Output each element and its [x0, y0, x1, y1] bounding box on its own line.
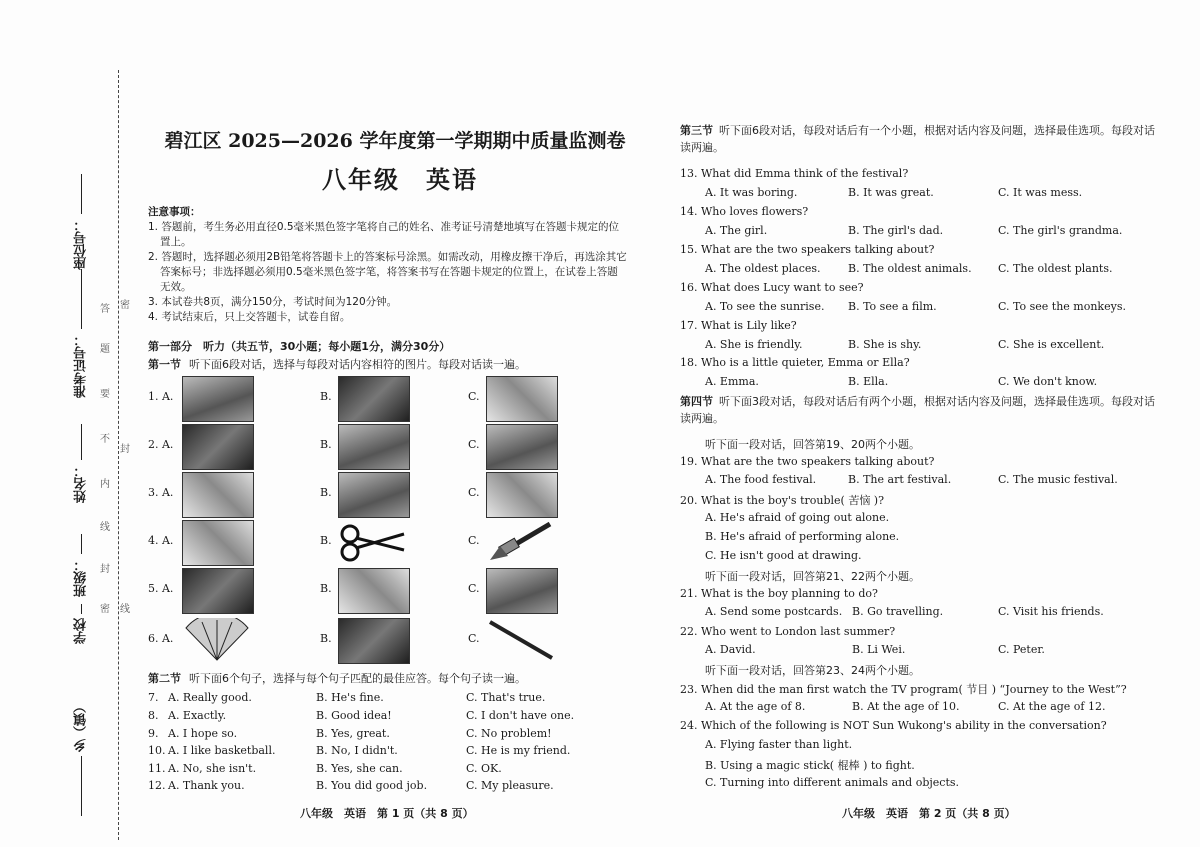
picture-option-c [486, 424, 558, 470]
picture-question-2 [148, 424, 568, 470]
option-b: B. He's afraid of performing alone. [705, 530, 900, 543]
picture-option-a [182, 568, 254, 614]
option-c: C. At the age of 12. [998, 700, 1106, 713]
option-a: A. Exactly. [168, 709, 227, 722]
flute-icon [486, 618, 556, 662]
dialogue-instruction: 听下面一段对话，回答第23、24两个小题。 [705, 664, 920, 677]
question-row [148, 691, 588, 707]
option-b: B. The oldest animals. [848, 262, 972, 275]
option-c: C. No problem! [466, 727, 552, 740]
no-answer-char: 答 [100, 304, 110, 315]
picture-option-a [182, 520, 254, 566]
option-a: A. I hope so. [168, 727, 238, 740]
option-c: C. The girl's grandma. [998, 224, 1123, 237]
section4-text: 听下面3段对话，每段对话后有两个小题，根据对话内容及问题，选择最佳选项。每段对话读两遍。 [680, 395, 1155, 425]
option-c: C. I don't have one. [466, 709, 575, 722]
note-item: 2. 答题时，选择题必须用2B铅笔将答题卡上的答案标号涂黑。如需改动，用橡皮擦干净后，再选涂其它答案标号；非选择题必须用0.5毫米黑色签字笔，将答案书写在答题卡规定的位置上，在试卷上答题无效。 [148, 251, 627, 293]
pic-c-label: C. [468, 534, 480, 547]
option-c: C. Peter. [998, 643, 1045, 656]
option-a: A. I like basketball. [168, 744, 276, 757]
pic-q-number: 4. A. [148, 534, 174, 547]
question-18: 18. Who is a little quieter, Emma or Ella? [680, 356, 910, 369]
question-number: 7. [148, 691, 159, 704]
question-row [148, 779, 588, 795]
section3-text: 听下面6段对话，每段对话后有一个小题，根据对话内容及问题，选择最佳选项。每段对话读两遍。 [680, 124, 1155, 154]
town-field [72, 700, 91, 820]
picture-option-b [338, 472, 410, 518]
question-23: 23. When did the man first watch the TV program( 节目 ) “Journey to the West”? [680, 683, 1127, 696]
name-label: 姓名： [74, 464, 89, 503]
question-24: 24. Which of the following is NOT Sun Wukong's ability in the conversation? [680, 719, 1107, 732]
pic-c-label: C. [468, 390, 480, 403]
option-a: A. The food festival. [705, 473, 817, 486]
option-a: A. David. [705, 643, 756, 656]
class-label: 班级： [74, 558, 89, 597]
notes-section [148, 205, 628, 325]
note-item: 3. 本试卷共8页，满分150分，考试时间为120分钟。 [148, 296, 398, 308]
question-17: 17. What is Lily like? [680, 319, 797, 332]
scissors-icon [338, 520, 408, 564]
option-c: C. My pleasure. [466, 779, 554, 792]
question-number: 10. [148, 744, 166, 757]
option-a: A. Thank you. [168, 779, 245, 792]
question-row [148, 744, 588, 760]
pic-q-number: 2. A. [148, 438, 174, 451]
option-b: B. Using a magic stick( 棍棒 ) to fight. [705, 759, 915, 772]
seat-number-field [72, 170, 91, 270]
picture-question-6 [148, 618, 568, 664]
picture-question-1 [148, 376, 568, 422]
option-c: C. That's true. [466, 691, 546, 704]
section2-label: 第二节 [148, 672, 181, 685]
seal-char: 密 [120, 300, 130, 311]
question-22: 22. Who went to London last summer? [680, 625, 896, 638]
option-b: B. Good idea! [316, 709, 392, 722]
pic-q-number: 6. A. [148, 632, 174, 645]
section1-text: 听下面6段对话，选择与每段对话内容相符的图片。每段对话读一遍。 [189, 358, 526, 371]
question-13: 13. What did Emma think of the festival? [680, 167, 909, 180]
picture-option-c [486, 568, 558, 614]
picture-option-c [486, 376, 558, 422]
section1-heading [148, 356, 628, 372]
section3-label: 第三节 [680, 124, 713, 137]
note-item: 4. 考试结束后，只上交答题卡，试卷自留。 [148, 311, 351, 323]
name-field [72, 420, 91, 503]
option-c: C. Turning into different animals and objects. [705, 776, 960, 789]
school-field [72, 600, 91, 644]
no-answer-char: 封 [100, 564, 110, 575]
exam-subject: 八年级 英语 [322, 165, 478, 194]
question-number: 12. [148, 779, 166, 792]
question-16: 16. What does Lucy want to see? [680, 281, 864, 294]
section4-label: 第四节 [680, 395, 713, 408]
section1-label: 第一节 [148, 358, 181, 371]
no-answer-char: 要 [100, 389, 110, 400]
question-19: 19. What are the two speakers talking about? [680, 455, 935, 468]
option-a: A. Emma. [705, 375, 759, 388]
option-c: C. To see the monkeys. [998, 300, 1126, 313]
option-a: A. The oldest places. [705, 262, 821, 275]
option-a: A. No, she isn't. [168, 762, 257, 775]
picture-question-3 [148, 472, 568, 518]
picture-option-b [338, 568, 410, 614]
pic-c-label: C. [468, 438, 480, 451]
pic-b-label: B. [320, 390, 332, 403]
option-b: B. No, I didn't. [316, 744, 398, 757]
class-field [72, 530, 91, 597]
seal-char: 封 [120, 444, 130, 455]
picture-option-a [182, 472, 254, 518]
pic-b-label: B. [320, 582, 332, 595]
picture-option-b [338, 376, 410, 422]
footer-page-1: 八年级 英语 第 1 页（共 8 页） [300, 807, 474, 820]
town-label: 乡（镇） [74, 700, 89, 752]
picture-option-b [338, 424, 410, 470]
question-15: 15. What are the two speakers talking about? [680, 243, 935, 256]
pic-c-label: C. [468, 486, 480, 499]
question-row [148, 762, 588, 778]
pic-b-label: B. [320, 632, 332, 645]
question-row [148, 727, 588, 743]
option-b: B. To see a film. [848, 300, 937, 313]
option-a: A. He's afraid of going out alone. [705, 511, 890, 524]
option-b: B. Yes, she can. [316, 762, 403, 775]
binding-margin [0, 0, 128, 847]
paintbrush-icon [486, 520, 556, 564]
pic-q-number: 1. A. [148, 390, 174, 403]
question-number: 11. [148, 762, 166, 775]
exam-title: 碧江区 2025—2026 学年度第一学期期中质量监测卷 [164, 130, 626, 152]
pic-c-label: C. [468, 632, 480, 645]
option-a: A. Send some postcards. [705, 605, 843, 618]
question-14: 14. Who loves flowers? [680, 205, 809, 218]
no-answer-char: 不 [100, 434, 110, 445]
picture-option-c [486, 472, 558, 518]
picture-option-a [182, 424, 254, 470]
option-b: B. The art festival. [848, 473, 952, 486]
picture-question-5 [148, 568, 568, 614]
exam-id-label: 准考证号： [74, 333, 89, 398]
section3-heading [680, 122, 1160, 156]
option-b: B. He's fine. [316, 691, 384, 704]
question-row [148, 709, 588, 725]
section2-heading [148, 670, 628, 686]
option-c: C. It was mess. [998, 186, 1083, 199]
no-answer-char: 题 [100, 344, 110, 355]
pic-b-label: B. [320, 486, 332, 499]
picture-option-b [338, 618, 410, 664]
option-b: B. At the age of 10. [852, 700, 960, 713]
picture-question-4 [148, 520, 568, 566]
folding-fan-icon [182, 618, 252, 662]
question-20: 20. What is the boy's trouble( 苦恼 )? [680, 494, 884, 507]
no-answer-char: 密 [100, 604, 110, 615]
option-c: C. The oldest plants. [998, 262, 1113, 275]
option-b: B. Go travelling. [852, 605, 944, 618]
option-b: B. The girl's dad. [848, 224, 944, 237]
no-answer-char: 内 [100, 479, 110, 490]
exam-id-field [72, 265, 91, 398]
option-a: A. It was boring. [705, 186, 798, 199]
seat-number-label: 座位号： [74, 218, 89, 270]
school-label: 学校 [74, 618, 89, 644]
option-c: C. We don't know. [998, 375, 1098, 388]
option-a: A. To see the sunrise. [705, 300, 825, 313]
pic-b-label: B. [320, 438, 332, 451]
option-a: A. The girl. [705, 224, 768, 237]
no-answer-char: 线 [100, 522, 110, 533]
pic-b-label: B. [320, 534, 332, 547]
pic-q-number: 5. A. [148, 582, 174, 595]
option-c: C. He isn't good at drawing. [705, 549, 862, 562]
option-c: C. Visit his friends. [998, 605, 1104, 618]
footer-page-2: 八年级 英语 第 2 页（共 8 页） [842, 807, 1016, 820]
option-b: B. Ella. [848, 375, 889, 388]
picture-option-a [182, 376, 254, 422]
option-a: A. She is friendly. [705, 338, 803, 351]
section2-text: 听下面6个句子，选择与每个句子匹配的最佳应答。每个句子读一遍。 [189, 672, 526, 685]
option-c: C. He is my friend. [466, 744, 571, 757]
option-c: C. She is excellent. [998, 338, 1105, 351]
seal-char: 线 [120, 604, 130, 615]
option-a: A. Flying faster than light. [705, 738, 853, 751]
pic-c-label: C. [468, 582, 480, 595]
option-a: A. Really good. [168, 691, 252, 704]
question-21: 21. What is the boy planning to do? [680, 587, 878, 600]
option-b: B. Yes, great. [316, 727, 390, 740]
question-number: 8. [148, 709, 159, 722]
note-item: 1. 答题前，考生务必用直径0.5毫米黑色签字笔将自己的姓名、准考证号清楚地填写在答题卡规定的位置上。 [148, 221, 620, 248]
dialogue-instruction: 听下面一段对话，回答第19、20两个小题。 [705, 438, 920, 451]
section4-heading [680, 393, 1160, 427]
option-c: C. OK. [466, 762, 502, 775]
notes-heading: 注意事项： [148, 206, 201, 218]
option-b: B. It was great. [848, 186, 934, 199]
pic-q-number: 3. A. [148, 486, 174, 499]
seal-dashed-line [118, 70, 119, 840]
option-c: C. The music festival. [998, 473, 1118, 486]
option-b: B. You did good job. [316, 779, 428, 792]
part1-heading: 第一部分 听力（共五节，30小题；每小题1分，满分30分） [148, 340, 451, 353]
option-b: B. She is shy. [848, 338, 922, 351]
dialogue-instruction: 听下面一段对话，回答第21、22两个小题。 [705, 570, 920, 583]
option-a: A. At the age of 8. [705, 700, 806, 713]
option-b: B. Li Wei. [852, 643, 906, 656]
question-number: 9. [148, 727, 159, 740]
